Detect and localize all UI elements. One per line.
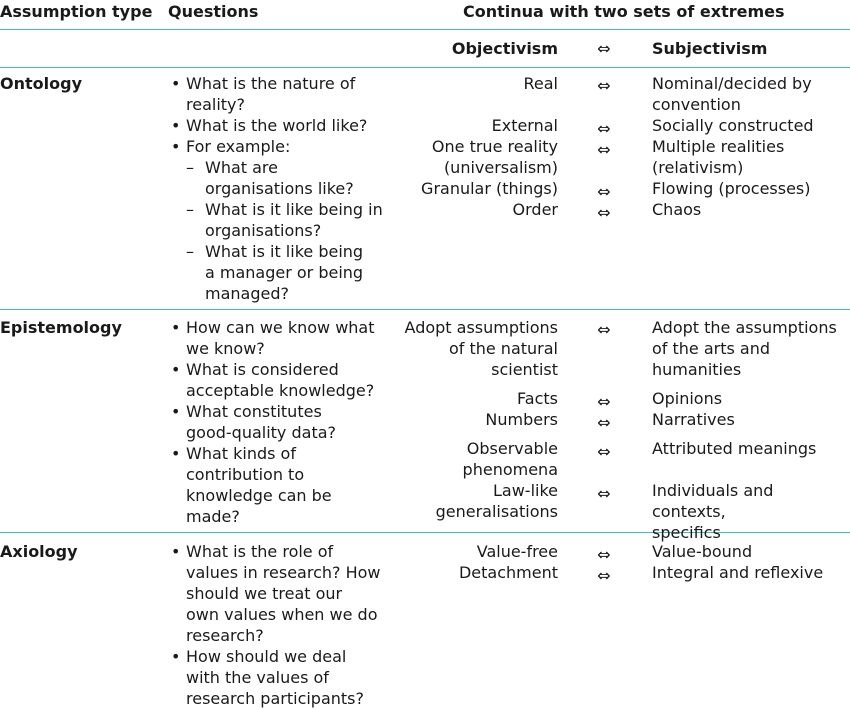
header-continua: Continua with two sets of extremes (463, 2, 785, 21)
subheader-objectivism: Objectivism (451, 39, 558, 58)
ontology-continuum-left-2: One true reality (universalism) (431, 137, 558, 177)
section-ontology-type: Ontology (0, 74, 82, 93)
rule-subheader (0, 67, 850, 68)
subheader-arrow: ⇔ (597, 39, 611, 58)
ontology-arrow-1: ⇔ (597, 119, 611, 138)
axiology-continuum-left-0: Value-free (476, 542, 558, 561)
ontology-continuum-right-3: Flowing (processes) (652, 179, 811, 198)
section-axiology-type: Axiology (0, 542, 78, 561)
epistemology-continuum-left-4: Law-like generalisations (435, 481, 558, 521)
header-questions: Questions (168, 2, 259, 21)
axiology-arrow-0: ⇔ (597, 545, 611, 564)
ontology-continuum-left-0: Real (523, 74, 558, 93)
epistemology-continuum-left-2: Numbers (485, 410, 558, 429)
epistemology-continuum-right-2: Narratives (652, 410, 735, 429)
epistemology-continuum-right-0: Adopt the assumptions of the arts and humanities (652, 318, 837, 379)
list-item: • For example: (168, 136, 400, 157)
list-item: • What kinds of contribution to knowledge can be made? (168, 443, 400, 527)
header-assumption-type: Assumption type (0, 2, 153, 21)
ontology-continuum-right-1: Socially constructed (652, 116, 814, 135)
list-item: • How can we know what we know? (168, 317, 400, 359)
ontology-continuum-right-4: Chaos (652, 200, 702, 219)
axiology-continuum-left-1: Detachment (458, 563, 558, 582)
list-subitem: – What is it like being a manager or being managed? (168, 241, 400, 304)
ontology-arrow-2: ⇔ (597, 140, 611, 159)
epistemology-continuum-left-1: Facts (517, 389, 558, 408)
list-item: • What is the world like? (168, 115, 400, 136)
section-epistemology-type: Epistemology (0, 318, 122, 337)
ontology-arrow-3: ⇔ (597, 182, 611, 201)
ontology-arrow-4: ⇔ (597, 203, 611, 222)
epistemology-arrow-4: ⇔ (597, 484, 611, 503)
subheader-subjectivism: Subjectivism (652, 39, 768, 58)
list-item: • What is the nature of reality? (168, 73, 400, 115)
epistemology-arrow-3: ⇔ (597, 442, 611, 461)
axiology-continuum-right-0: Value-bound (652, 542, 753, 561)
rule-top (0, 29, 850, 30)
ontology-continuum-left-1: External (491, 116, 558, 135)
list-item: • How should we deal with the values of research participants? (168, 646, 400, 709)
epistemology-continuum-left-3: Observable phenomena (462, 439, 558, 479)
epistemology-continuum-right-4: Individuals and contexts, specifics (652, 481, 774, 542)
rule-ontology-end (0, 309, 850, 310)
list-item: • What constitutes good-quality data? (168, 401, 400, 443)
epistemology-continuum-left-0: Adopt assumptions of the natural scientist (404, 318, 558, 379)
epistemology-arrow-1: ⇔ (597, 392, 611, 411)
list-item: • What is the role of values in research? How should we treat our own values when we do research? (168, 541, 400, 646)
ontology-continuum-left-4: Order (512, 200, 558, 219)
ontology-continuum-left-3: Granular (things) (421, 179, 558, 198)
ontology-continuum-right-0: Nominal/decided by convention (652, 74, 812, 114)
list-item: • What is considered acceptable knowledge? (168, 359, 400, 401)
list-subitem: – What are organisations like? (168, 157, 400, 199)
list-subitem: – What is it like being in organisations? (168, 199, 400, 241)
axiology-arrow-1: ⇔ (597, 566, 611, 585)
epistemology-arrow-2: ⇔ (597, 413, 611, 432)
ontology-continuum-right-2: Multiple realities (relativism) (652, 137, 785, 177)
axiology-continuum-right-1: Integral and reflexive (652, 563, 824, 582)
epistemology-arrow-0: ⇔ (597, 320, 611, 339)
ontology-arrow-0: ⇔ (597, 76, 611, 95)
epistemology-continuum-right-1: Opinions (652, 389, 723, 408)
epistemology-continuum-right-3: Attributed meanings (652, 439, 817, 458)
